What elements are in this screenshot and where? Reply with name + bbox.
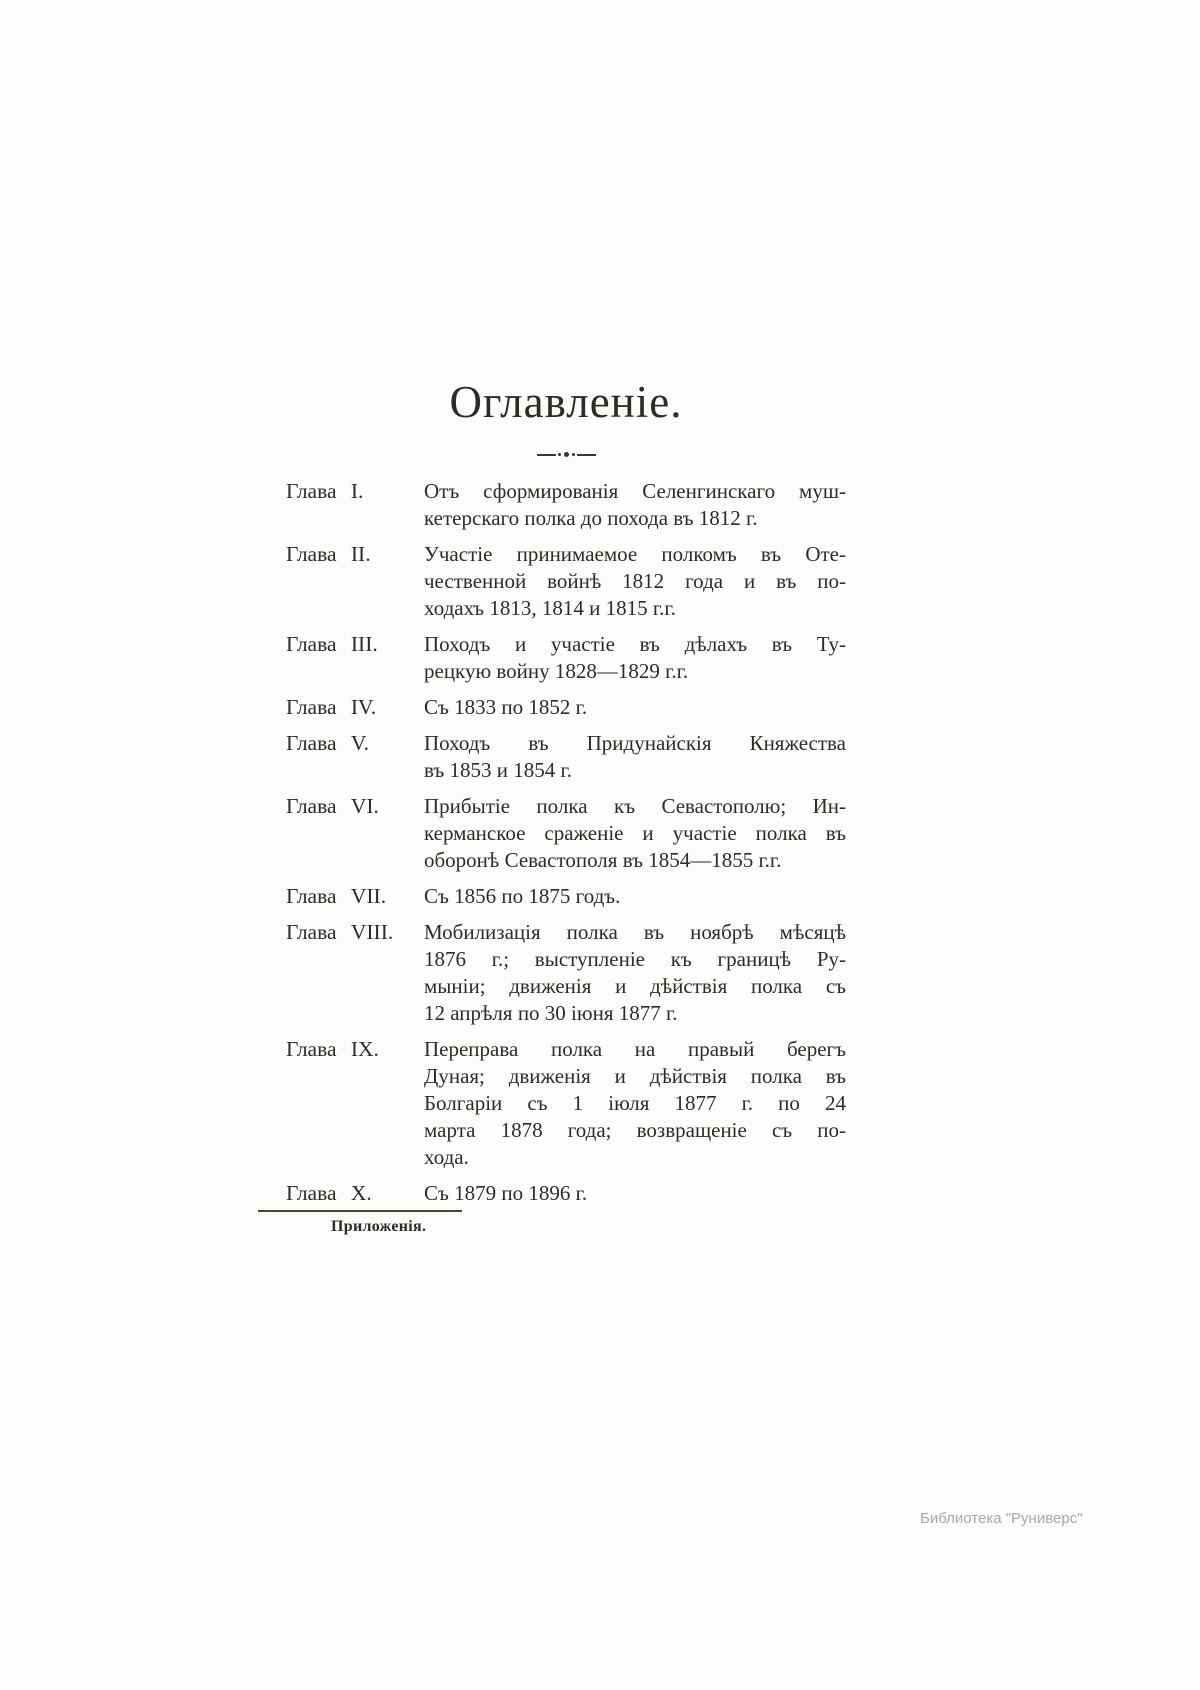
entry-line: 12 апрѣля по 30 іюня 1877 г. (424, 1001, 678, 1025)
page-title: Оглавленіе. (449, 377, 683, 427)
toc-entry (286, 694, 846, 721)
toc-entry (286, 793, 846, 874)
entry-line: чественной войнѣ 1812 года и въ по- (424, 569, 846, 593)
chapter-label: Глава IX. (286, 1037, 379, 1061)
entry-line: керманское сраженіе и участіе полка въ (424, 821, 846, 845)
entry-line: Отъ сформированія Селенгинскаго муш- (424, 479, 846, 503)
chapter-label: Глава II. (286, 542, 371, 566)
toc-entry (286, 883, 846, 910)
entry-line: хода. (424, 1145, 469, 1169)
entry-line: Дуная; движенія и дѣйствія полка въ (424, 1064, 846, 1088)
entry-line: 1876 г.; выступленіе къ границѣ Ру- (424, 947, 846, 971)
entry-line: Съ 1856 по 1875 годъ. (424, 884, 621, 908)
entry-line: Съ 1833 по 1852 г. (424, 695, 588, 719)
ornament-line-left (537, 454, 556, 456)
entry-line: Съ 1879 по 1896 г. (424, 1181, 588, 1205)
entry-line: Мобилизація полка въ ноябрѣ мѣсяцѣ (424, 920, 846, 944)
entry-line: марта 1878 года; возвращеніе съ по- (424, 1118, 846, 1142)
chapter-description (424, 631, 846, 685)
footnote-rule (258, 1210, 462, 1212)
chapter-label: Глава IV. (286, 695, 377, 719)
chapter-description (424, 478, 846, 532)
entry-line: мыніи; движенія и дѣйствія полка съ (424, 974, 846, 998)
chapter-description (424, 694, 846, 721)
chapter-description (424, 730, 846, 784)
ornament-line-right (577, 454, 596, 456)
entry-line: въ 1853 и 1854 г. (424, 758, 572, 782)
chapter-label: Глава III. (286, 632, 378, 656)
chapter-label: Глава VI. (286, 794, 379, 818)
chapter-label: Глава V. (286, 731, 370, 755)
toc-entry (286, 919, 846, 1027)
entry-line: Прибытіе полка къ Севастополю; Ин- (424, 794, 846, 818)
ornament-dot (572, 453, 575, 456)
entry-line: кетерскаго полка до похода въ 1812 г. (424, 506, 758, 530)
ornament-dot (564, 452, 569, 457)
chapter-description (424, 1036, 846, 1171)
watermark: Библиотека "Руниверс" (920, 1510, 1083, 1527)
chapter-description (424, 1180, 846, 1207)
toc-entry (286, 541, 846, 622)
chapter-description (424, 541, 846, 622)
entry-line: Болгаріи съ 1 іюля 1877 г. по 24 (424, 1091, 846, 1115)
chapter-label: Глава X. (286, 1181, 372, 1205)
toc-entry (286, 1180, 846, 1207)
chapter-description (424, 883, 846, 910)
entry-line: Походъ въ Придунайскія Княжества (424, 731, 846, 755)
entry-line: Переправа полка на правый берегъ (424, 1037, 846, 1061)
entry-line: Участіе принимаемое полкомъ въ Оте- (424, 542, 846, 566)
toc-list (286, 478, 846, 1216)
entry-line: рецкую войну 1828—1829 г.г. (424, 659, 689, 683)
chapter-label: Глава VII. (286, 884, 387, 908)
ornament-dot (558, 453, 561, 456)
toc-entry (286, 1036, 846, 1171)
entry-line: Походъ и участіе въ дѣлахъ въ Ту- (424, 632, 846, 656)
divider-ornament (285, 452, 847, 457)
chapter-label: Глава I. (286, 479, 364, 503)
appendix-label: Приложенія. (331, 1218, 427, 1235)
entry-line: оборонѣ Севастополя въ 1854—1855 г.г. (424, 848, 782, 872)
chapter-description (424, 919, 846, 1027)
chapter-description (424, 793, 846, 874)
toc-entry (286, 730, 846, 784)
toc-entry (286, 631, 846, 685)
toc-entry (286, 478, 846, 532)
entry-line: ходахъ 1813, 1814 и 1815 г.г. (424, 596, 676, 620)
chapter-label: Глава VIII. (286, 920, 394, 944)
